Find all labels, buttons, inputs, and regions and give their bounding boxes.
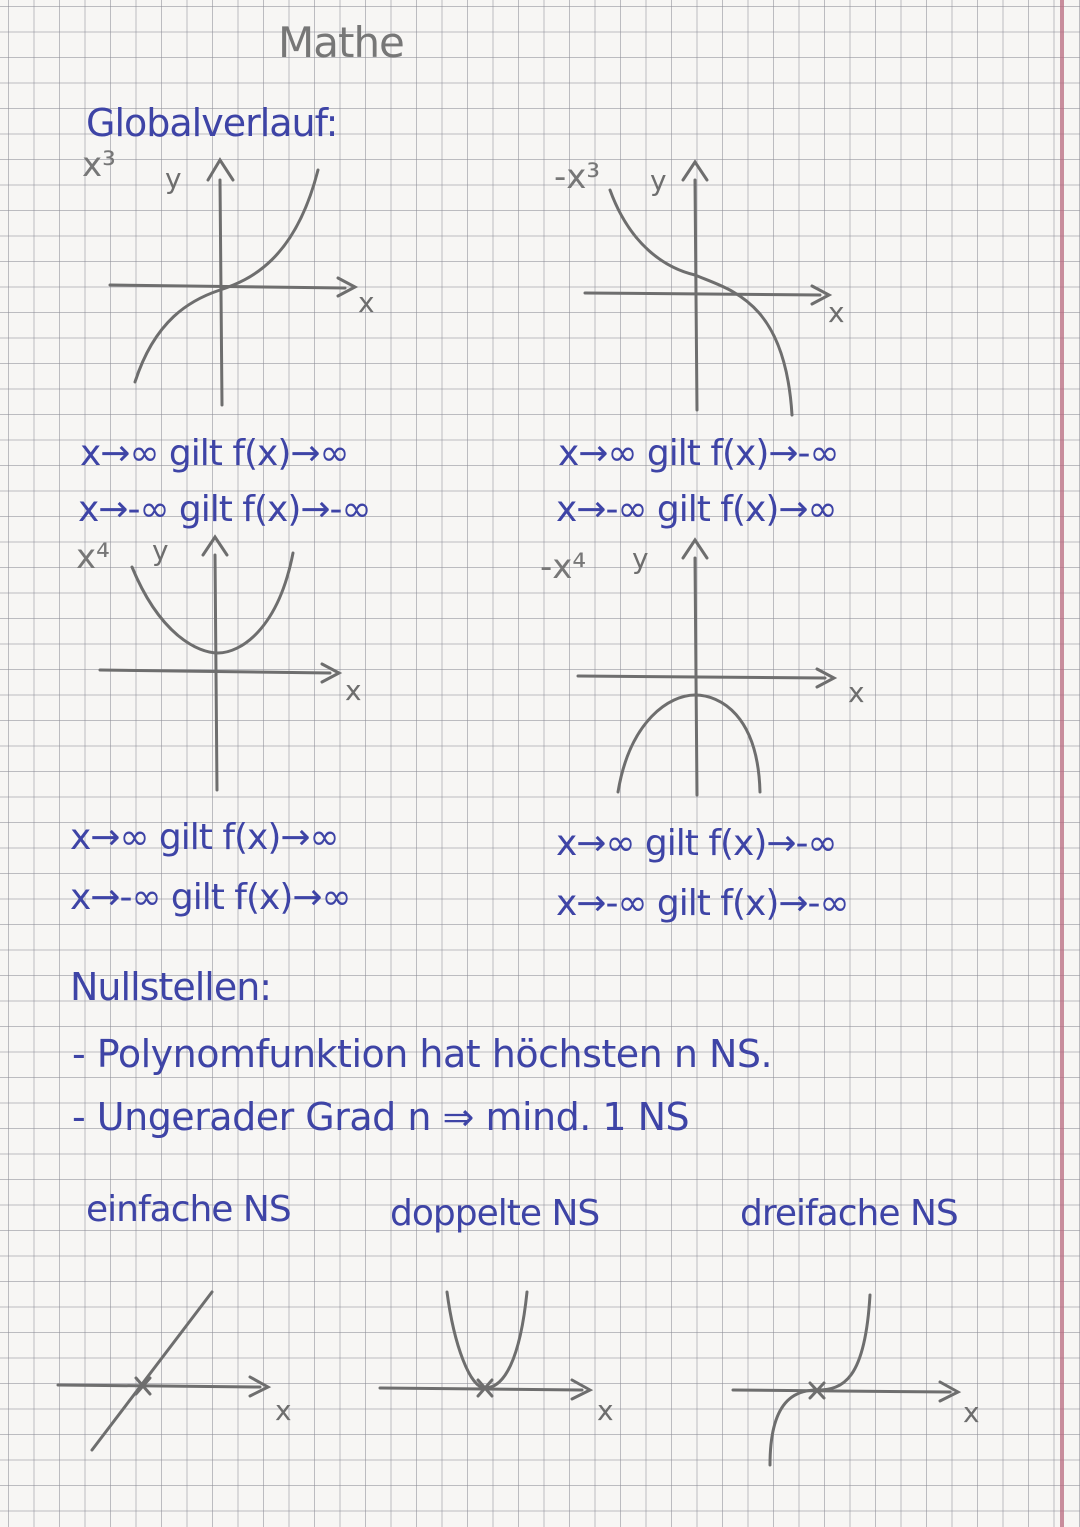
graph-x3 (100, 150, 400, 420)
x-axis-line (733, 1390, 950, 1392)
graph-neg-x4-rule-pos: x→∞ gilt f(x)→-∞ (556, 823, 837, 864)
y-axis-arrow (683, 162, 707, 180)
ns-type-einfach: einfache NS (86, 1189, 291, 1230)
x-axis-label: x (848, 676, 865, 709)
page-title: Mathe (278, 18, 404, 67)
curve-dreifache-ns (770, 1295, 870, 1465)
graph-neg-x4 (570, 530, 880, 810)
y-axis-arrow (203, 537, 227, 555)
graph-dreifache-ns (725, 1280, 995, 1480)
x-axis-label: x (275, 1394, 292, 1427)
y-axis-label: y (165, 162, 182, 195)
graph-x3-function-label: x³ (82, 145, 116, 185)
y-axis-label: y (152, 534, 169, 567)
x-axis-label: x (963, 1396, 980, 1429)
curve-neg-x4 (618, 695, 760, 792)
nullstellen-bullet-1: - Polynomfunktion hat höchsten n NS. (72, 1032, 773, 1076)
x-axis-label: x (358, 286, 375, 319)
y-axis-line (220, 180, 222, 405)
graph-x4-rule-pos: x→∞ gilt f(x)→∞ (70, 817, 339, 858)
ns-type-dreifach: dreifache NS (740, 1193, 958, 1234)
graph-x3-rule-pos: x→∞ gilt f(x)→∞ (80, 433, 349, 474)
y-axis-label: y (632, 542, 649, 575)
y-axis-arrow (683, 540, 707, 558)
curve-neg-x3 (610, 190, 792, 415)
graph-neg-x4-function-label: -x⁴ (540, 547, 587, 587)
y-axis-line (695, 180, 697, 410)
graph-neg-x3-function-label: -x³ (554, 157, 601, 197)
graph-doppelte-ns (372, 1280, 642, 1470)
graph-einfache-ns (50, 1280, 310, 1470)
graph-x3-rule-neg: x→-∞ gilt f(x)→-∞ (78, 489, 371, 530)
nullstellen-heading: Nullstellen: (70, 965, 272, 1009)
x-axis-label: x (828, 296, 845, 329)
curve-x3 (135, 170, 318, 382)
graph-neg-x3 (570, 150, 870, 430)
graph-neg-x4-rule-neg: x→-∞ gilt f(x)→-∞ (556, 883, 849, 924)
x-axis-line (58, 1385, 260, 1387)
graph-x4-function-label: x⁴ (76, 537, 110, 577)
graph-neg-x3-rule-neg: x→-∞ gilt f(x)→∞ (556, 489, 837, 530)
curve-doppelte-ns (447, 1292, 527, 1388)
y-axis-label: y (650, 164, 667, 197)
graph-neg-x3-rule-pos: x→∞ gilt f(x)→-∞ (558, 433, 839, 474)
x-axis-label: x (597, 1394, 614, 1427)
nullstellen-bullet-2: - Ungerader Grad n ⇒ mind. 1 NS (72, 1095, 690, 1139)
y-axis-line (695, 558, 697, 795)
page-margin-line (1060, 0, 1064, 1527)
ns-type-doppelt: doppelte NS (390, 1193, 600, 1234)
graph-x4 (90, 525, 390, 805)
x-axis-line (578, 676, 825, 678)
globalverlauf-heading: Globalverlauf: (86, 101, 338, 145)
x-axis-line (585, 293, 820, 295)
y-axis-line (215, 555, 217, 790)
x-axis-label: x (345, 674, 362, 707)
y-axis-arrow (208, 160, 233, 180)
curve-x4 (132, 553, 293, 653)
line-einfache-ns (92, 1292, 212, 1450)
graph-x4-rule-neg: x→-∞ gilt f(x)→∞ (70, 877, 351, 918)
